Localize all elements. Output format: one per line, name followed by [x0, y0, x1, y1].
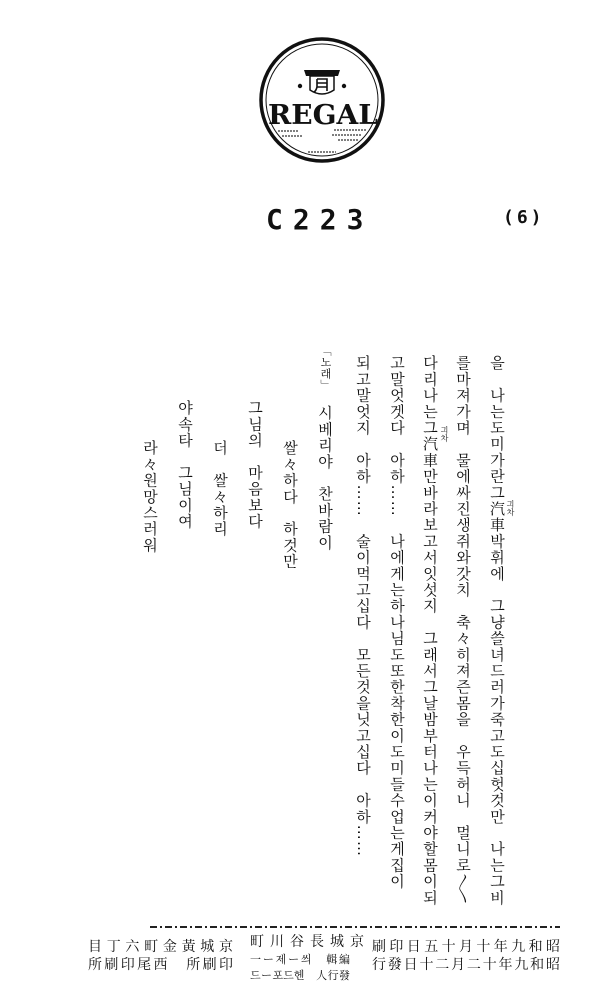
separator-rule — [150, 926, 560, 928]
ruby-annotation: 긔차 — [440, 426, 449, 442]
regal-logo — [258, 34, 388, 166]
logo-brand-text: REGAL — [268, 100, 379, 131]
song-lyric-line-5: 야속타 그님이여 — [176, 400, 194, 530]
catalog-number: C223 — [266, 203, 374, 236]
narration-column-1: 을 나는도미가란그汽車박휘에 그냥쓸녀드러가죽고도십헛것만 나는그비 — [488, 355, 506, 906]
narration-column-5: 되고말엇지 아하…… 술이먹고십다 모든것을닛고십다 아하…… — [354, 355, 372, 858]
song-lyric-line-1: 시베리야 찬바람이 — [316, 405, 334, 551]
publisher-line: 드ー포드헨 人行發 — [250, 969, 350, 982]
song-lyric-line-4: 더 쌀々하리 — [211, 440, 229, 538]
narration-column-3: 다리나는그汽車만바라보고서잇섯지 그래서그날밤부터나는이커야할몸이되 — [421, 355, 439, 906]
narration-column-2: 를마져가며 물에싸진생쥐와갓치 축々히져즌몸을 우득허니 멀니로〱 — [454, 355, 472, 905]
song-lyric-line-6: 라々원망스러워 — [141, 440, 159, 554]
printer-address: 目丁六町金黃城京 — [88, 939, 233, 955]
printer-name-line: 所刷印尾西 所刷印 — [88, 957, 233, 973]
song-label: 「노래」 — [319, 345, 332, 391]
narration-column-4: 고말엇겟다 아하…… 나에게는하나님도또한착한이도미들수업는게집이 — [388, 355, 406, 890]
publish-date-line: 行發日十二月二十年九和昭 — [372, 957, 560, 973]
song-lyric-line-3: 그님의 마음보다 — [246, 400, 264, 530]
song-lyric-line-2: 쌀々하다 하것만 — [281, 440, 299, 570]
publisher-address: 町川谷長城京 — [250, 934, 364, 950]
page-number: (6) — [503, 207, 545, 228]
ruby-annotation: 긔차 — [506, 500, 515, 516]
print-date-line: 刷印日五十月十年九和昭 — [372, 939, 560, 955]
editor-line: 一ー제ー씌 輯編 — [250, 953, 350, 966]
